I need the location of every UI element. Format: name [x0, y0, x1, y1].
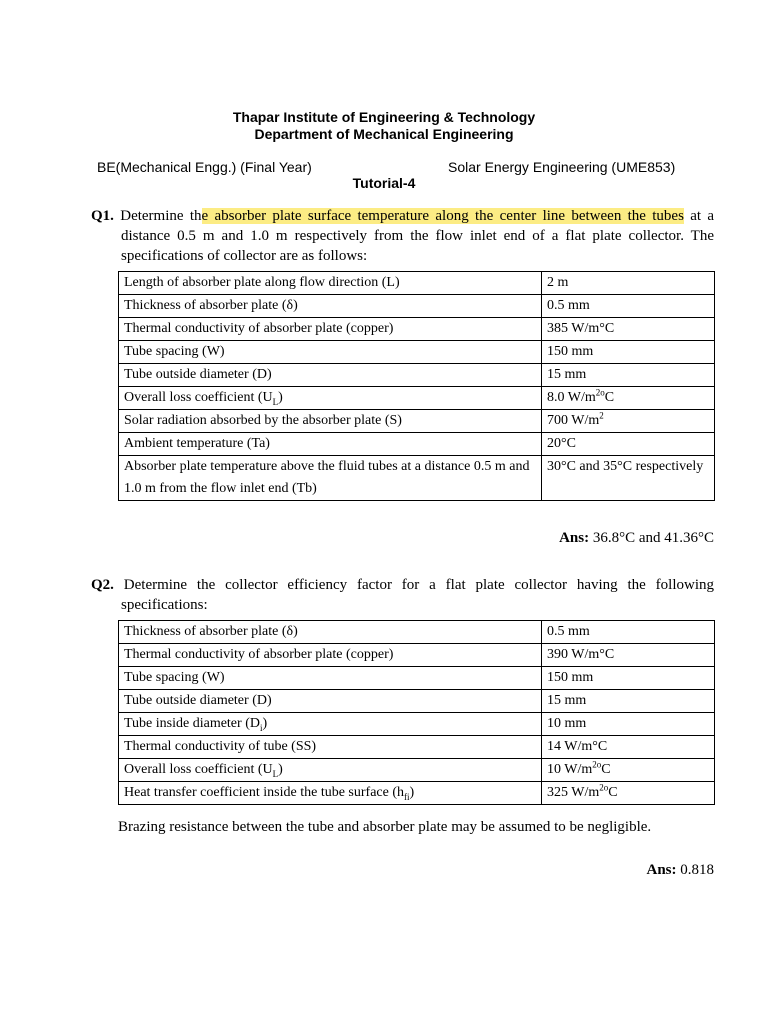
course-program: BE(Mechanical Engg.) (Final Year) [97, 159, 312, 175]
value-cell: 10 mm [542, 713, 715, 736]
tutorial-title: Tutorial-4 [352, 175, 416, 191]
param-cell: Thermal conductivity of absorber plate (copper) [119, 644, 542, 667]
table-row [119, 410, 715, 433]
q1-answer [559, 530, 714, 547]
table-row [119, 690, 715, 713]
param-subscript: fi [404, 791, 410, 802]
answer-value: 0.818 [676, 862, 714, 878]
answer-value: 36.8°C and 41.36°C [589, 530, 714, 546]
q1-spec-table [118, 271, 715, 501]
param-cell: Tube outside diameter (D) [119, 690, 542, 713]
value-cell [542, 410, 715, 433]
table-row [119, 667, 715, 690]
value-text-end: C [604, 390, 615, 405]
q2-body: Determine the collector efficiency factor for a flat plate collector having the following specifications: [121, 577, 715, 613]
table-row [119, 318, 715, 341]
value-cell [542, 759, 715, 782]
table-row [119, 713, 715, 736]
param-text-end: ) [409, 785, 415, 800]
param-cell [119, 759, 542, 782]
param-cell: Absorber plate temperature above the fluid tubes at a distance 0.5 m and 1.0 m from the flow inlet end (Tb) [119, 456, 542, 501]
value-text-end: C [601, 762, 611, 777]
param-cell: Thermal conductivity of absorber plate (copper) [119, 318, 542, 341]
param-text: Heat transfer coefficient inside the tube surface (h [124, 785, 404, 800]
param-cell: Solar radiation absorbed by the absorber plate (S) [119, 410, 542, 433]
value-cell [542, 387, 715, 410]
table-row [119, 387, 715, 410]
param-text-end: ) [278, 762, 283, 777]
table-row [119, 341, 715, 364]
table-row [119, 759, 715, 782]
param-cell: Length of absorber plate along flow direction (L) [119, 272, 542, 295]
param-cell: Ambient temperature (Ta) [119, 433, 542, 456]
value-cell: 150 mm [542, 341, 715, 364]
q2-label: Q2. [91, 577, 114, 593]
value-cell: 390 W/m°C [542, 644, 715, 667]
department-title: Department of Mechanical Engineering [254, 126, 514, 142]
param-cell: Thermal conductivity of tube (SS) [119, 736, 542, 759]
value-superscript: 2o [595, 387, 605, 398]
param-cell: Thickness of absorber plate (δ) [119, 621, 542, 644]
q1-text-before: Determine th [120, 208, 202, 224]
value-cell: 20°C [542, 433, 715, 456]
table-row [119, 782, 715, 805]
param-text-end: ) [278, 390, 283, 405]
value-cell: 150 mm [542, 667, 715, 690]
q2-spec-table [118, 620, 715, 805]
institute-title: Thapar Institute of Engineering & Technology [232, 109, 536, 125]
value-cell: 30°C and 35°C respectively [542, 456, 715, 501]
param-cell: Tube spacing (W) [119, 341, 542, 364]
value-superscript: 2o [599, 782, 609, 793]
param-cell [119, 713, 542, 736]
param-subscript: i [259, 722, 263, 733]
answer-label: Ans: [646, 862, 677, 878]
param-text: Overall loss coefficient (U [124, 762, 273, 777]
value-cell: 14 W/m°C [542, 736, 715, 759]
value-cell: 15 mm [542, 364, 715, 387]
value-cell [542, 782, 715, 805]
course-subject: Solar Energy Engineering (UME853) [448, 159, 676, 175]
param-cell: Thickness of absorber plate (δ) [119, 295, 542, 318]
value-text: 8.0 W/m [547, 390, 596, 405]
param-cell: Tube outside diameter (D) [119, 364, 542, 387]
value-cell: 0.5 mm [542, 295, 715, 318]
table-row [119, 736, 715, 759]
param-cell [119, 387, 542, 410]
param-text-end: ) [262, 716, 268, 731]
table-row [119, 621, 715, 644]
table-row [119, 433, 715, 456]
q2-answer [646, 862, 714, 879]
param-subscript: L [272, 768, 279, 779]
param-text: Tube inside diameter (D [124, 716, 260, 731]
value-superscript: 2 [599, 410, 604, 421]
param-cell: Tube spacing (W) [119, 667, 542, 690]
param-text: Overall loss coefficient (U [124, 390, 273, 405]
value-text: 325 W/m [547, 785, 600, 800]
value-cell: 385 W/m°C [542, 318, 715, 341]
q1-text [91, 206, 714, 266]
value-superscript: 2o [592, 759, 602, 770]
value-text: 10 W/m [547, 762, 593, 777]
param-subscript: L [272, 396, 279, 407]
table-row [119, 272, 715, 295]
q1-text-after: at a distance 0.5 m and 1.0 m respectively from the flow inlet end of a flat plate collector. The specifications of collector are as follows: [121, 208, 715, 264]
table-row [119, 295, 715, 318]
table-row [119, 364, 715, 387]
q2-text [91, 575, 714, 615]
value-text: 700 W/m [547, 413, 600, 428]
value-cell: 15 mm [542, 690, 715, 713]
table-row [119, 456, 715, 501]
q2-note: Brazing resistance between the tube and absorber plate may be assumed to be negligible. [118, 819, 652, 835]
param-cell [119, 782, 542, 805]
value-cell: 0.5 mm [542, 621, 715, 644]
q1-highlight: e absorber plate surface temperature along the center line between the tubes [201, 208, 684, 224]
q1-label: Q1. [91, 208, 114, 224]
value-text-end: C [608, 785, 618, 800]
answer-label: Ans: [559, 530, 590, 546]
value-cell: 2 m [542, 272, 715, 295]
table-row [119, 644, 715, 667]
